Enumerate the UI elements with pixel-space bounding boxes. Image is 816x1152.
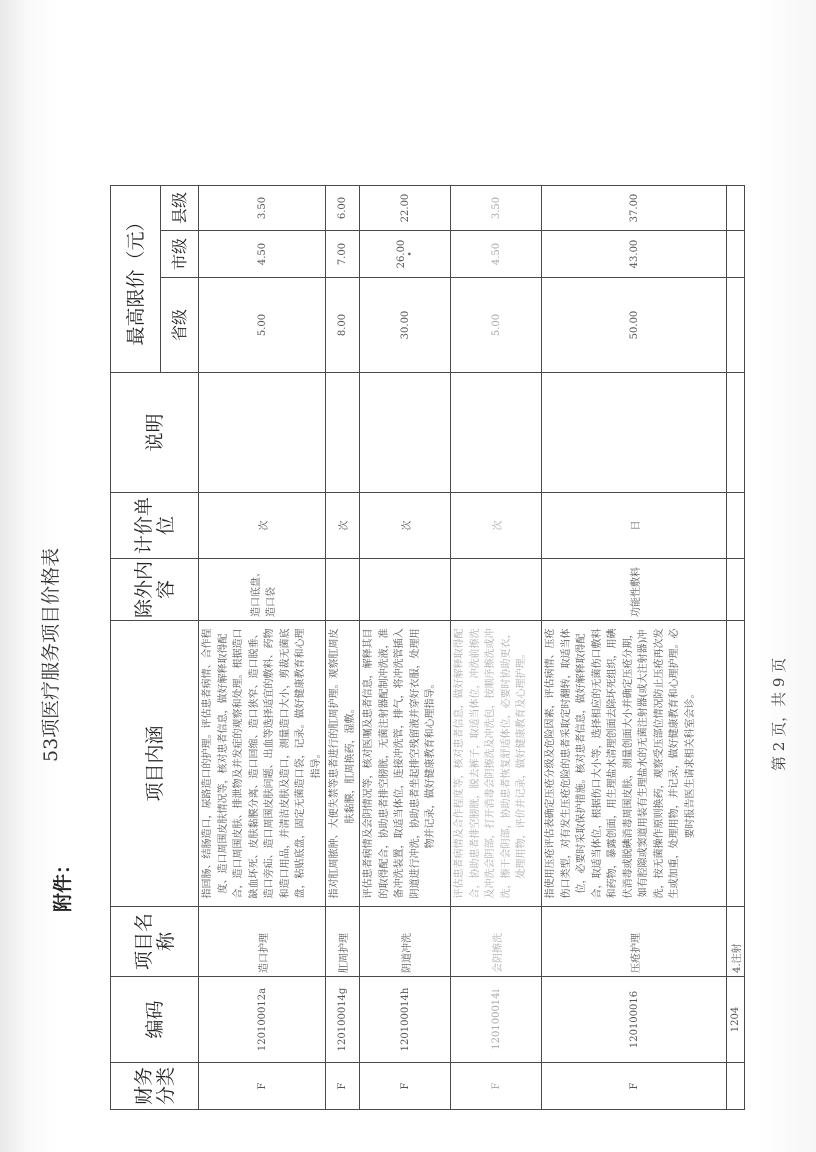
table-row <box>727 186 745 1110</box>
attachment-label: 附件： <box>52 854 74 912</box>
row-content: 指使用压疮评估表确定压疮分级及危险因素，评估病情、压疮伤口类型，对有发生压疮危险的患者采取定时翻转，取适当体位，必要时采取保护措施。核对患者信息，做好解释取得配合，取适当体位，根据伤口大小等，选择相应的无菌伤口敷料和药物，暴露创面，用生理盐水清理创面去除坏死组织，用碘伏消毒或脱碘消毒周围皮肤，测量创面大小并确定压疮分期，如有腔隙或窦道用装有生理盐水的无菌注射器(或大注射器)冲洗，按无菌操作原则换药，观察受压部位情况防止压疮再次发生或加重，处理用物，并记录，做好健康教育和心理护理。必要时报告医生请求相关科室会诊。 <box>542 621 727 907</box>
row-price-county <box>727 186 745 231</box>
row-category: F <box>360 1063 451 1110</box>
row-unit: 次 <box>326 493 360 559</box>
row-note <box>360 373 451 493</box>
row-note <box>727 373 745 493</box>
header-unit: 计价单位 <box>111 493 199 559</box>
row-content: 指对肛周脓肿、大便失禁等患者进行的肛周护理。观察肛周皮肤黏膜，肛周换药，湿敷。 <box>326 621 360 907</box>
header-excluded: 除外内容 <box>111 559 199 621</box>
row-category: F <box>199 1063 326 1110</box>
table-row <box>199 186 326 1110</box>
header-content: 项目内涵 <box>111 621 199 907</box>
header-municipal: 市级 <box>161 231 199 278</box>
row-price-county: 6.00 <box>326 186 360 231</box>
row-price-provincial <box>727 278 745 373</box>
row-unit <box>727 493 745 559</box>
row-excluded <box>727 559 745 621</box>
document-title: 53项医疗服务项目价格表 <box>40 547 62 762</box>
row-content: 评估患者病情及会阴情况等，核对医嘱及患者信息，解释其目的取得配合，协助患者排空膀胱，无菌注射器配制冲洗液，准备冲洗装置，取适当体位，连接冲洗管，排气，将冲洗管插入阴道进行冲洗，协助患者坐起排空残留液并穿好衣服，处理用物并记录，做好健康教育和心理指导。 <box>360 621 451 907</box>
row-code: 120100014i <box>451 977 542 1063</box>
row-unit: 次 <box>451 493 542 559</box>
header-code: 编码 <box>111 977 199 1063</box>
row-note <box>199 373 326 493</box>
row-excluded <box>360 559 451 621</box>
row-excluded: 造口底盘、造口袋 <box>199 559 326 621</box>
row-price-municipal <box>727 231 745 278</box>
row-name: 肛周护理 <box>326 907 360 977</box>
row-content: 评估患者病情及合作程度等，核对患者信息，做好解释取得配合，协助患者排空膀胱，脱去裤子，取适当体位，冲洗前擦洗及冲洗会阴部，打开消毒会阴擦洗及冲洗包，按顺序擦洗或冲洗，擦干会阴部，协助患者恢复舒适体位，必要时协助更衣，处理用物，评价并记录，做好健康教育及心理护理。 <box>451 621 542 907</box>
row-name: 会阴擦洗 <box>451 907 542 977</box>
row-price-provincial: 8.00 <box>326 278 360 373</box>
row-note <box>451 373 542 493</box>
row-price-municipal: 4.50 <box>199 231 326 278</box>
row-category: F <box>326 1063 360 1110</box>
header-category: 财务分类 <box>111 1063 199 1110</box>
row-note <box>542 373 727 493</box>
row-code: 120100014g <box>326 977 360 1063</box>
row-name: 压疮护理 <box>542 907 727 977</box>
row-category: F <box>542 1063 727 1110</box>
row-code: 120100016 <box>542 977 727 1063</box>
scan-mark: • <box>405 251 416 257</box>
row-price-county: 37.00 <box>542 186 727 231</box>
row-unit: 日 <box>542 493 727 559</box>
row-excluded: 功能性敷料 <box>542 559 727 621</box>
header-county: 县级 <box>161 186 199 231</box>
row-name: 阴道冲洗 <box>360 907 451 977</box>
row-price-provincial: 30.00 <box>360 278 451 373</box>
row-excluded <box>451 559 542 621</box>
header-max-price: 最高限价（元） <box>111 186 161 373</box>
row-code: 120100012a <box>199 977 326 1063</box>
row-price-municipal: 43.00 <box>542 231 727 278</box>
row-price-provincial: 5.00 <box>199 278 326 373</box>
row-content: 指回肠、结肠造口，尿路造口的护理。评估患者病情、合作程度、造口周围皮肤情况等，核对患者信息，做好解释取得配合，造口周围皮肤、排泄物及并发症的观察和处理。根据造口缺血坏死、皮肤黏膜分离、造口回缩、造口狭窄、造口脱垂、造口旁疝、造口周围皮肤问题、出血等选择适宜的敷料、药物和造口用品，并清洁皮肤及造口，测量造口大小，剪裁无菌底盘，粘贴底盘，固定无菌造口袋，记录。做好健康教育和心理指导。 <box>199 621 326 907</box>
price-table <box>110 185 745 1110</box>
row-name: 造口护理 <box>199 907 326 977</box>
row-price-municipal: 26.00 <box>395 239 407 269</box>
row-category: F <box>451 1063 542 1110</box>
table-row <box>360 186 451 1110</box>
row-price-municipal: 4.50 <box>451 231 542 278</box>
row-price-provincial: 50.00 <box>542 278 727 373</box>
row-note <box>326 373 360 493</box>
header-provincial: 省级 <box>161 278 199 373</box>
row-name: 4.注射 <box>727 907 745 977</box>
row-price-county: 22.00 <box>360 186 451 231</box>
row-excluded <box>326 559 360 621</box>
header-note: 说明 <box>111 373 199 493</box>
row-unit: 次 <box>360 493 451 559</box>
table-row <box>326 186 360 1110</box>
row-unit: 次 <box>199 493 326 559</box>
row-code: 1204 <box>727 977 745 1063</box>
table-row <box>542 186 727 1110</box>
page-footer: 第 2 页，共 9 页 <box>770 657 788 771</box>
row-price-county: 3.50 <box>451 186 542 231</box>
row-content <box>727 621 745 907</box>
header-name: 项目名称 <box>111 907 199 977</box>
row-price-municipal: 7.00 <box>326 231 360 278</box>
row-category <box>727 1063 745 1110</box>
row-price-provincial: 5.00 <box>451 278 542 373</box>
row-price-county: 3.50 <box>199 186 326 231</box>
table-row <box>451 186 542 1110</box>
row-code: 120100014h <box>360 977 451 1063</box>
row-price-municipal-cell <box>360 231 451 278</box>
